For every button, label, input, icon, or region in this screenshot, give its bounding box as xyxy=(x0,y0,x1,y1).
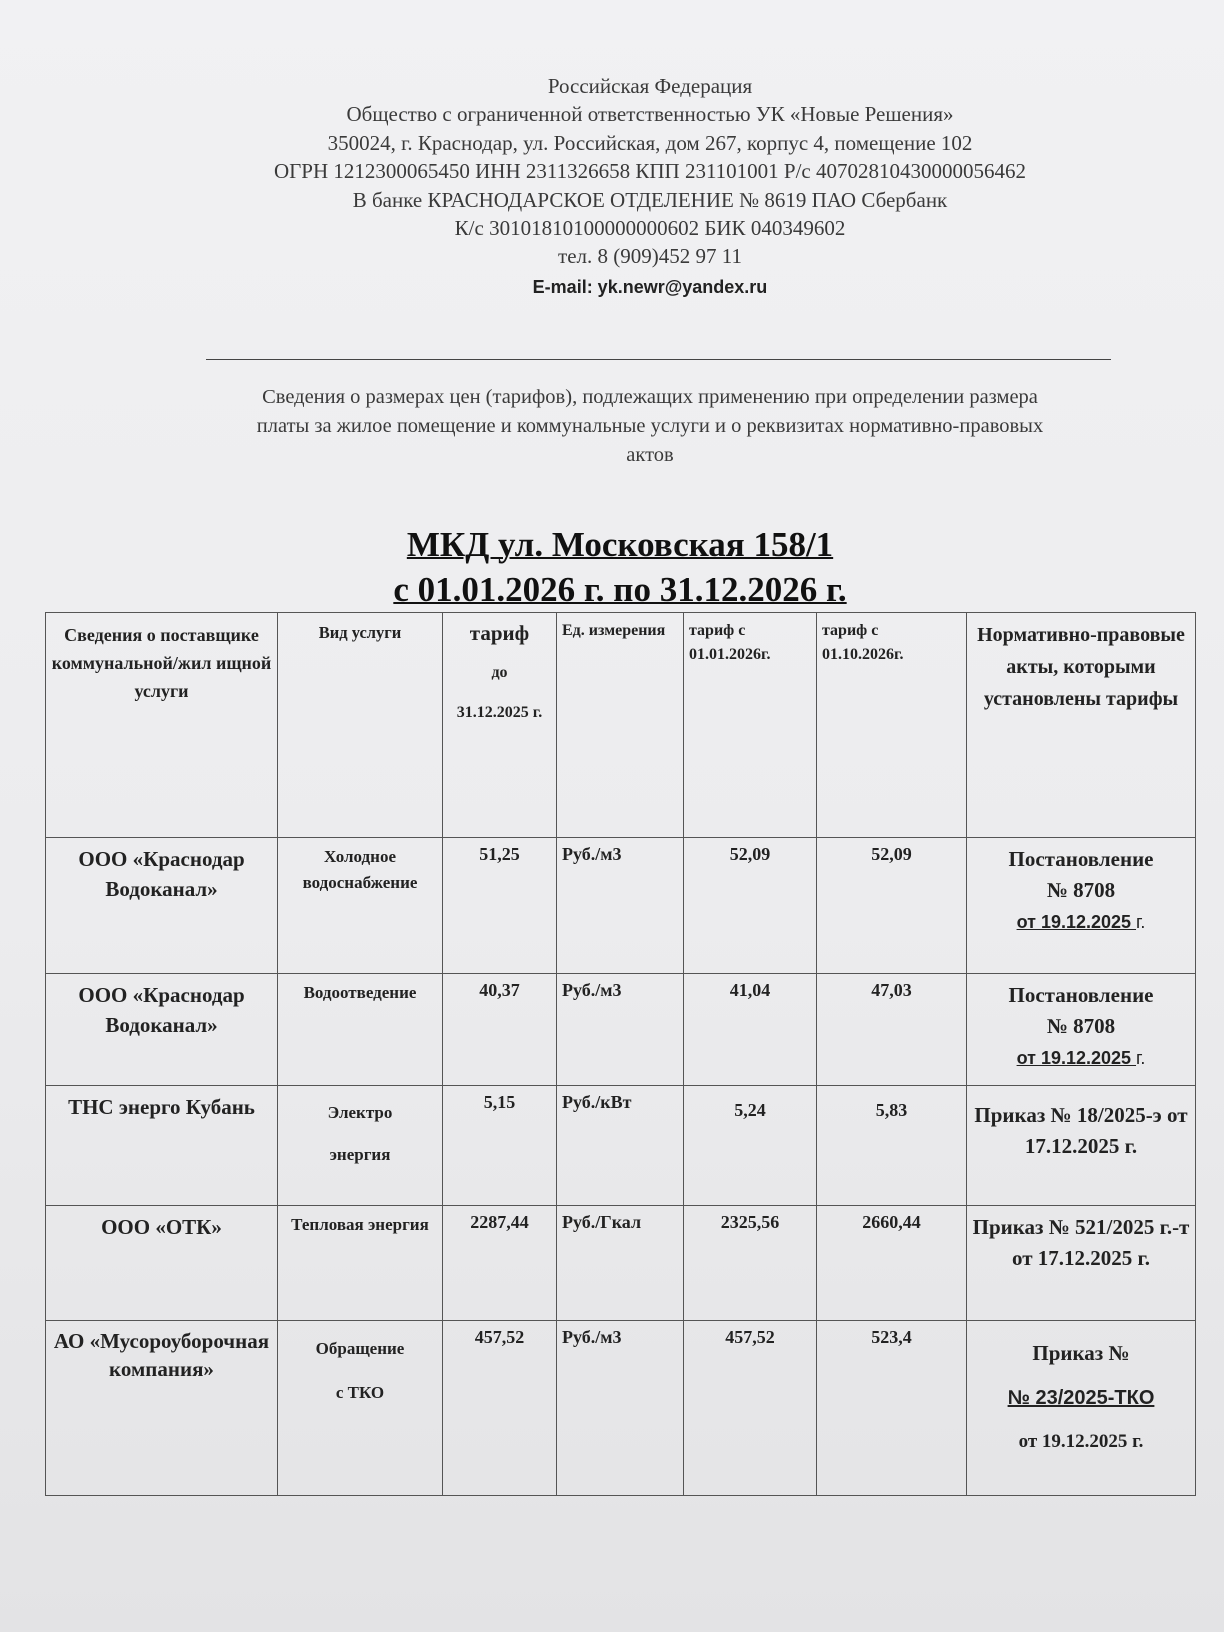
tariff-table xyxy=(45,612,1196,1496)
cell-act xyxy=(967,1321,1196,1496)
table-header-row xyxy=(46,613,1196,838)
header-tariff-oct: тариф с 01.10.2026г. xyxy=(817,613,967,838)
cell-unit: Руб./м3 xyxy=(557,974,684,1086)
letterhead-phone: тел. 8 (909)452 97 11 xyxy=(558,244,742,269)
table-row xyxy=(46,974,1196,1086)
cell-tariff-oct: 523,4 xyxy=(817,1321,967,1496)
cell-act xyxy=(967,838,1196,974)
letterhead-country: Российская Федерация xyxy=(547,74,753,98)
letterhead-bank: В банке КРАСНОДАРСКОЕ ОТДЕЛЕНИЕ № 8619 ПАО Сбербанк xyxy=(352,187,948,212)
table-row xyxy=(46,1086,1196,1206)
heading-period: с 01.01.2026 г. по 31.12.2026 г. xyxy=(393,570,847,609)
cell-unit: Руб./м3 xyxy=(557,838,684,974)
letterhead-email: E-mail: yk.newr@yandex.ru xyxy=(532,276,768,297)
cell-unit: Руб./Гкал xyxy=(557,1206,684,1321)
divider xyxy=(206,359,1111,360)
act-number: № 8708 xyxy=(1046,878,1116,902)
header-supplier: Сведения о поставщике коммунальной/жил ищной услуги xyxy=(46,613,278,838)
header-tariff-old-line: до xyxy=(491,664,508,681)
header-tariff-old-line: тариф xyxy=(469,621,530,645)
cell-tariff-old: 51,25 xyxy=(443,838,557,974)
header-acts: Нормативно-правовые акты, которыми установлены тарифы xyxy=(967,613,1196,838)
act-date-suffix: г. xyxy=(1136,912,1146,932)
header-tariff-jan: тариф с 01.01.2026г. xyxy=(684,613,817,838)
act-date: от 19.12.2025 xyxy=(1016,1048,1137,1068)
cell-service xyxy=(278,1321,443,1496)
cell-supplier: ТНС энерго Кубань xyxy=(46,1086,278,1206)
table-row xyxy=(46,1206,1196,1321)
letterhead-address: 350024, г. Краснодар, ул. Российская, дом 267, корпус 4, помещение 102 xyxy=(327,130,973,155)
cell-tariff-oct: 47,03 xyxy=(817,974,967,1086)
cell-service: Тепловая энергия xyxy=(278,1206,443,1321)
intro-line: платы за жилое помещение и коммунальные услуги и о реквизитах нормативно-правовых xyxy=(256,415,1044,437)
cell-unit: Руб./кВт xyxy=(557,1086,684,1206)
act-number: № 8708 xyxy=(1046,1014,1116,1038)
cell-tariff-old: 5,15 xyxy=(443,1086,557,1206)
act-number: № 23/2025-ТКО xyxy=(1007,1387,1155,1409)
act-type: Постановление xyxy=(1008,983,1154,1007)
cell-supplier: АО «Мусороуборочная компания» xyxy=(46,1321,278,1496)
cell-supplier: ООО «ОТК» xyxy=(46,1206,278,1321)
cell-tariff-oct: 52,09 xyxy=(817,838,967,974)
cell-tariff-jan: 41,04 xyxy=(684,974,817,1086)
letterhead xyxy=(200,72,1100,301)
cell-tariff-jan: 457,52 xyxy=(684,1321,817,1496)
act-type: Приказ № xyxy=(1032,1341,1130,1365)
header-tariff-old-line: 31.12.2025 г. xyxy=(456,704,543,721)
intro-text xyxy=(150,383,1150,470)
header-tariff-old xyxy=(443,613,557,838)
cell-service: Холодное водоснабжение xyxy=(278,838,443,974)
cell-act xyxy=(967,974,1196,1086)
cell-service: Водоотведение xyxy=(278,974,443,1086)
document-heading xyxy=(240,522,1000,612)
table-row xyxy=(46,1321,1196,1496)
act-date-suffix: г. xyxy=(1136,1048,1146,1068)
intro-line: Сведения о размерах цен (тарифов), подлежащих применению при определении размера xyxy=(262,386,1038,408)
cell-tariff-old: 40,37 xyxy=(443,974,557,1086)
cell-service xyxy=(278,1086,443,1206)
letterhead-bank-codes: К/с 30101810100000000602 БИК 040349602 xyxy=(454,216,846,241)
table-row xyxy=(46,838,1196,974)
cell-unit: Руб./м3 xyxy=(557,1321,684,1496)
cell-tariff-jan: 2325,56 xyxy=(684,1206,817,1321)
cell-tariff-jan: 5,24 xyxy=(684,1086,817,1206)
cell-act: Приказ № 521/2025 г.-т от 17.12.2025 г. xyxy=(967,1206,1196,1321)
act-type: Постановление xyxy=(1008,847,1154,871)
cell-act: Приказ № 18/2025-э от 17.12.2025 г. xyxy=(967,1086,1196,1206)
cell-tariff-oct: 5,83 xyxy=(817,1086,967,1206)
act-date: от 19.12.2025 xyxy=(1016,912,1137,932)
letterhead-registration: ОГРН 1212300065450 ИНН 2311326658 КПП 231101001 Р/с 40702810430000056462 xyxy=(273,159,1026,184)
cell-tariff-oct: 2660,44 xyxy=(817,1206,967,1321)
service-line: с ТКО xyxy=(335,1383,385,1402)
cell-tariff-jan: 52,09 xyxy=(684,838,817,974)
act-date: от 19.12.2025 г. xyxy=(1018,1431,1144,1452)
letterhead-company: Общество с ограниченной ответственностью УК «Новые Решения» xyxy=(346,102,954,127)
service-line: Электро xyxy=(327,1103,393,1122)
intro-line: актов xyxy=(626,444,674,466)
header-service: Вид услуги xyxy=(278,613,443,838)
cell-tariff-old: 457,52 xyxy=(443,1321,557,1496)
header-unit: Ед. измерения xyxy=(557,613,684,838)
cell-tariff-old: 2287,44 xyxy=(443,1206,557,1321)
service-line: энергия xyxy=(329,1145,391,1164)
service-line: Обращение xyxy=(315,1339,405,1358)
cell-supplier: ООО «Краснодар Водоканал» xyxy=(46,974,278,1086)
cell-supplier: ООО «Краснодар Водоканал» xyxy=(46,838,278,974)
heading-address: МКД ул. Московская 158/1 xyxy=(406,525,834,564)
